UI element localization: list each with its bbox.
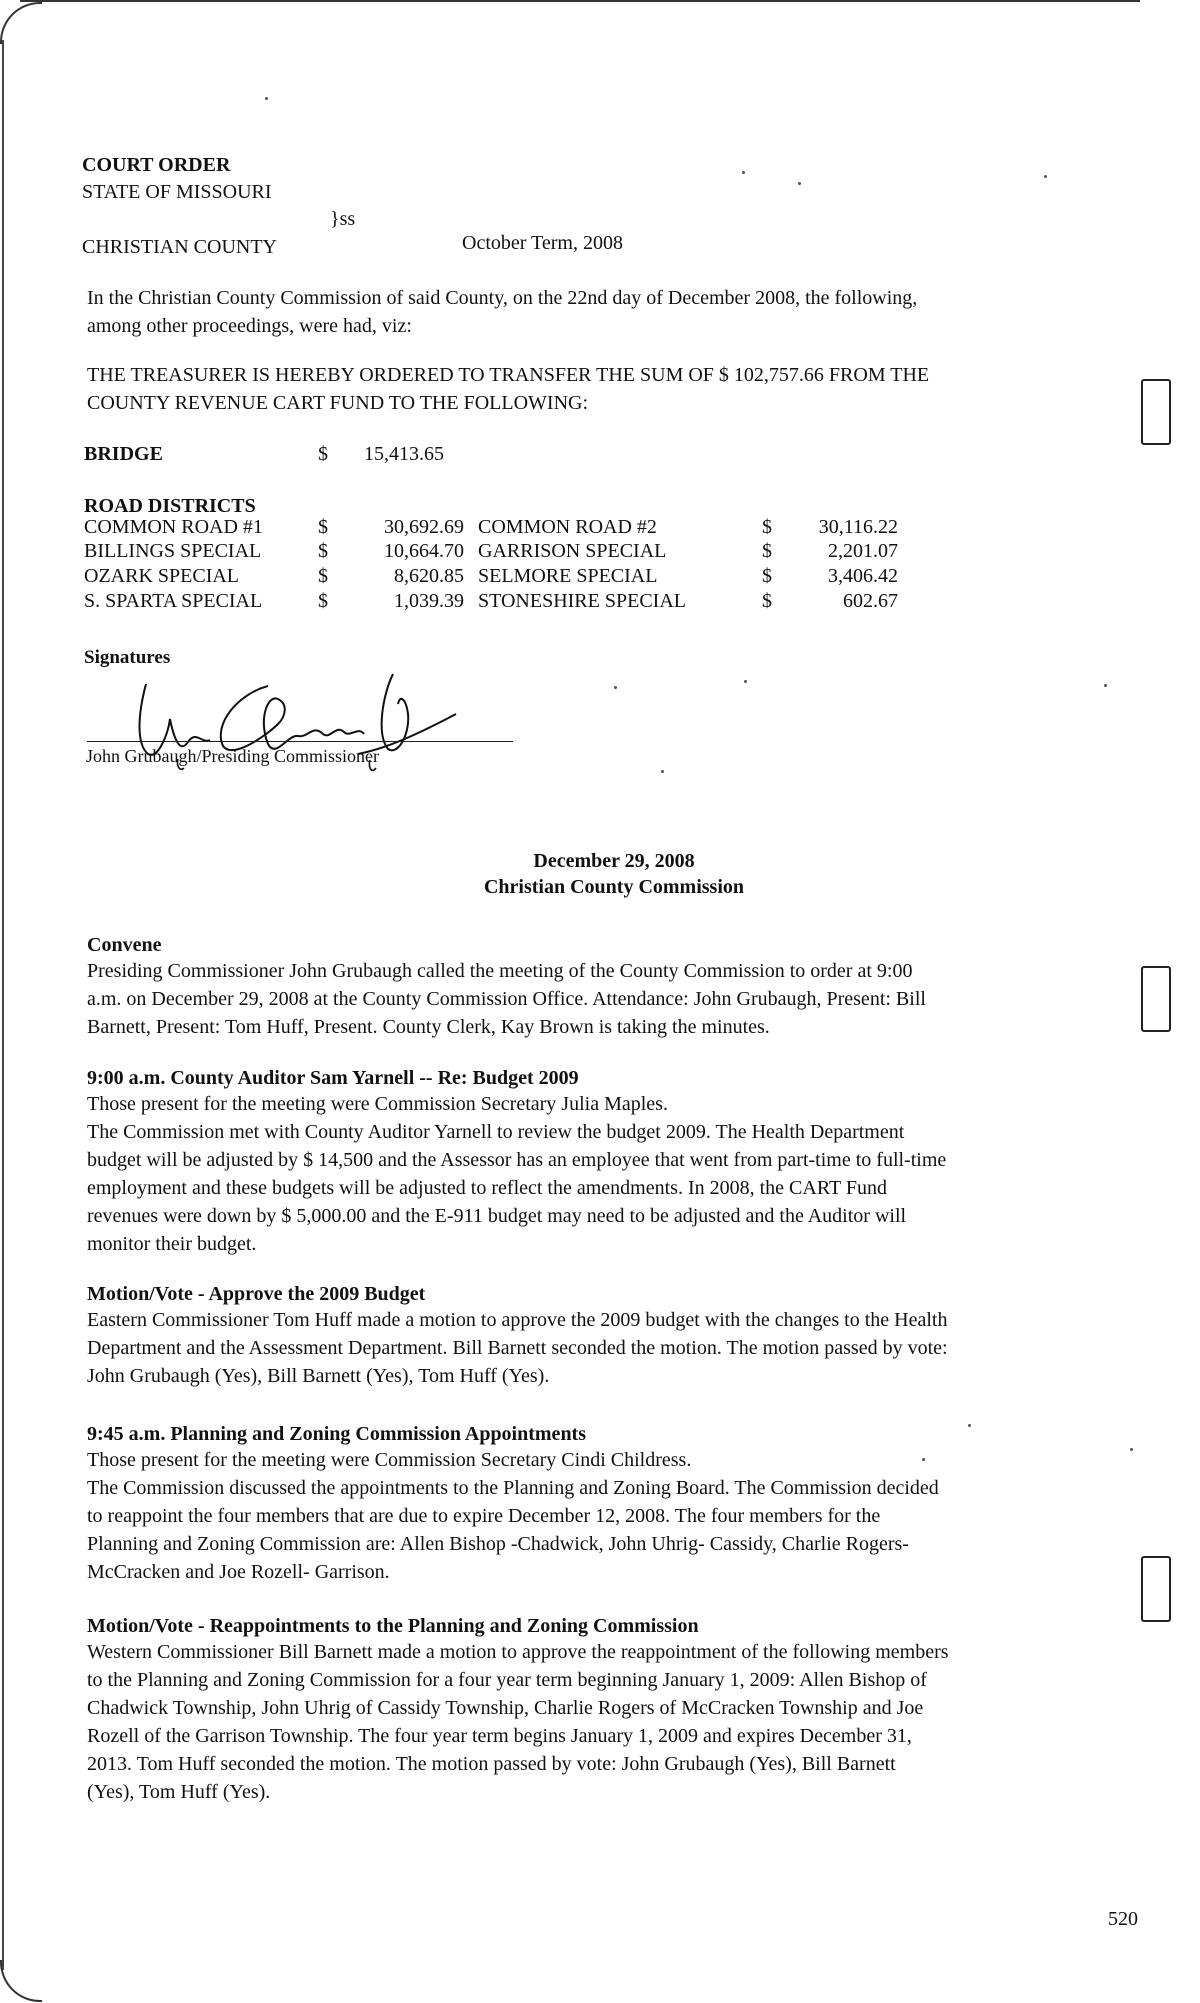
currency-sign: $ (318, 590, 328, 612)
currency-sign: $ (762, 590, 772, 612)
page-number: 520 (1108, 1908, 1138, 1930)
scan-speck (968, 1424, 971, 1427)
scan-speck (265, 97, 268, 100)
district-amount: 1,039.39 (394, 590, 464, 612)
page-edge-top (20, 0, 1140, 2)
scan-speck (661, 770, 664, 773)
district-amount: 3,406.42 (828, 565, 898, 587)
district-name: SELMORE SPECIAL (478, 565, 658, 587)
signer-name: John Grubaugh/Presiding Commissioner (86, 746, 379, 766)
currency-sign: $ (762, 516, 772, 538)
scan-speck (742, 171, 745, 174)
scan-speck (1130, 1448, 1133, 1451)
bridge-row: BRIDGE $ 15,413.65 (84, 443, 444, 465)
binder-hole (1141, 379, 1171, 445)
district-name: OZARK SPECIAL (84, 565, 240, 587)
section-heading: 9:45 a.m. Planning and Zoning Commission Appointments (87, 1423, 587, 1445)
section-heading: Convene (87, 934, 162, 956)
district-amount: 2,201.07 (828, 540, 898, 562)
signatures-heading: Signatures (84, 647, 171, 668)
section-paragraph: Presiding Commissioner John Grubaugh called the meeting of the County Commission to order at 9:00 a.m. on December 29, 2008 at the County Commission Office. Attendance: John Grubaugh, Present: Bill Barnett, Present: Tom Huff, Present. County Clerk, Kay Brown is taking the minutes. (87, 960, 926, 1038)
district-name: COMMON ROAD #2 (478, 516, 657, 538)
section-paragraph: Western Commissioner Bill Barnett made a motion to approve the reappointment of the following members to the Planning and Zoning Commission for a four year term beginning January 1, 2009: Allen Bishop of Chadwick Township, John Uhrig of Cassidy Township, Charlie Rogers of McCracken Township and Joe Rozell of the Garrison Township. The four year term begins January 1, 2009 and expires December 31, 2013. Tom Huff seconded the motion. The motion passed by vote: John Grubaugh (Yes), Bill Barnett (Yes), Tom Huff (Yes). (87, 1641, 949, 1803)
scan-speck (614, 686, 617, 689)
transfer-order-paragraph: THE TREASURER IS HEREBY ORDERED TO TRANSFER THE SUM OF $ 102,757.66 FROM THE COUNTY REVENUE CART FUND TO THE FOLLOWING: (87, 364, 930, 414)
signature-line (87, 741, 513, 742)
district-name: GARRISON SPECIAL (478, 540, 667, 562)
section-heading: 9:00 a.m. County Auditor Sam Yarnell -- Re: Budget 2009 (87, 1067, 579, 1089)
section-heading: Motion/Vote - Reappointments to the Planning and Zoning Commission (87, 1615, 699, 1637)
district-name: COMMON ROAD #1 (84, 516, 263, 538)
minutes-body-title: Christian County Commission (483, 876, 745, 898)
page-edge-left (2, 40, 4, 1970)
page-corner-top-left (0, 2, 42, 44)
district-name: STONESHIRE SPECIAL (478, 590, 686, 612)
binder-hole (1141, 966, 1171, 1032)
intro-paragraph: In the Christian County Commission of said County, on the 22nd day of December 2008, the following, among other proceedings, were had, viz: (87, 287, 918, 337)
minutes-date: December 29, 2008 (533, 850, 695, 872)
district-name: S. SPARTA SPECIAL (84, 590, 263, 612)
binder-hole (1141, 1556, 1171, 1622)
scan-speck (798, 182, 801, 185)
section-paragraph: Those present for the meeting were Commission Secretary Julia Maples. The Commission met with County Auditor Yarnell to review the budget 2009. The Health Department budget will be adjusted by $ 14,500 and the Assessor has an employee that went from part-time to full-time employment and these budgets will be adjusted to reflect the amendments. In 2008, the CART Fund revenues were down by $ 5,000.00 and the E-911 budget may need to be adjusted and the Auditor will monitor their budget. (87, 1093, 947, 1255)
currency-sign: $ (318, 565, 328, 587)
road-districts-table (84, 515, 984, 615)
district-amount: 8,620.85 (394, 565, 464, 587)
state-line: STATE OF MISSOURI (82, 181, 272, 203)
county-line: CHRISTIAN COUNTY (82, 236, 277, 258)
district-amount: 602.67 (843, 590, 898, 612)
section-paragraph: Those present for the meeting were Commission Secretary Cindi Childress. The Commission discussed the appointments to the Planning and Zoning Board. The Commission decided to reappoint the four members that are due to expire December 12, 2008. The four members for the Planning and Zoning Commission are: Allen Bishop -Chadwick, John Uhrig- Cassidy, Charlie Rogers- McCracken and Joe Rozell- Garrison. (87, 1449, 939, 1583)
court-order-title: COURT ORDER (82, 154, 231, 176)
district-name: BILLINGS SPECIAL (84, 540, 262, 562)
scan-speck (744, 680, 747, 683)
district-amount: 10,664.70 (384, 540, 464, 562)
road-districts-heading: ROAD DISTRICTS (84, 495, 256, 517)
district-amount: 30,692.69 (384, 516, 464, 538)
page-corner-bottom-left (0, 1960, 42, 2002)
section-heading: Motion/Vote - Approve the 2009 Budget (87, 1283, 426, 1305)
currency-sign: $ (318, 516, 328, 538)
scan-speck (1044, 175, 1047, 178)
currency-sign: $ (762, 540, 772, 562)
ss-mark: }ss (330, 208, 356, 230)
district-amount: 30,116.22 (818, 516, 898, 538)
currency-sign: $ (762, 565, 772, 587)
currency-sign: $ (318, 540, 328, 562)
scan-speck (1104, 684, 1107, 687)
term-line: October Term, 2008 (462, 232, 623, 254)
section-paragraph: Eastern Commissioner Tom Huff made a motion to approve the 2009 budget with the changes to the Health Department and the Assessment Department. Bill Barnett seconded the motion. The motion passed by vote: John Grubaugh (Yes), Bill Barnett (Yes), Tom Huff (Yes). (87, 1309, 948, 1387)
